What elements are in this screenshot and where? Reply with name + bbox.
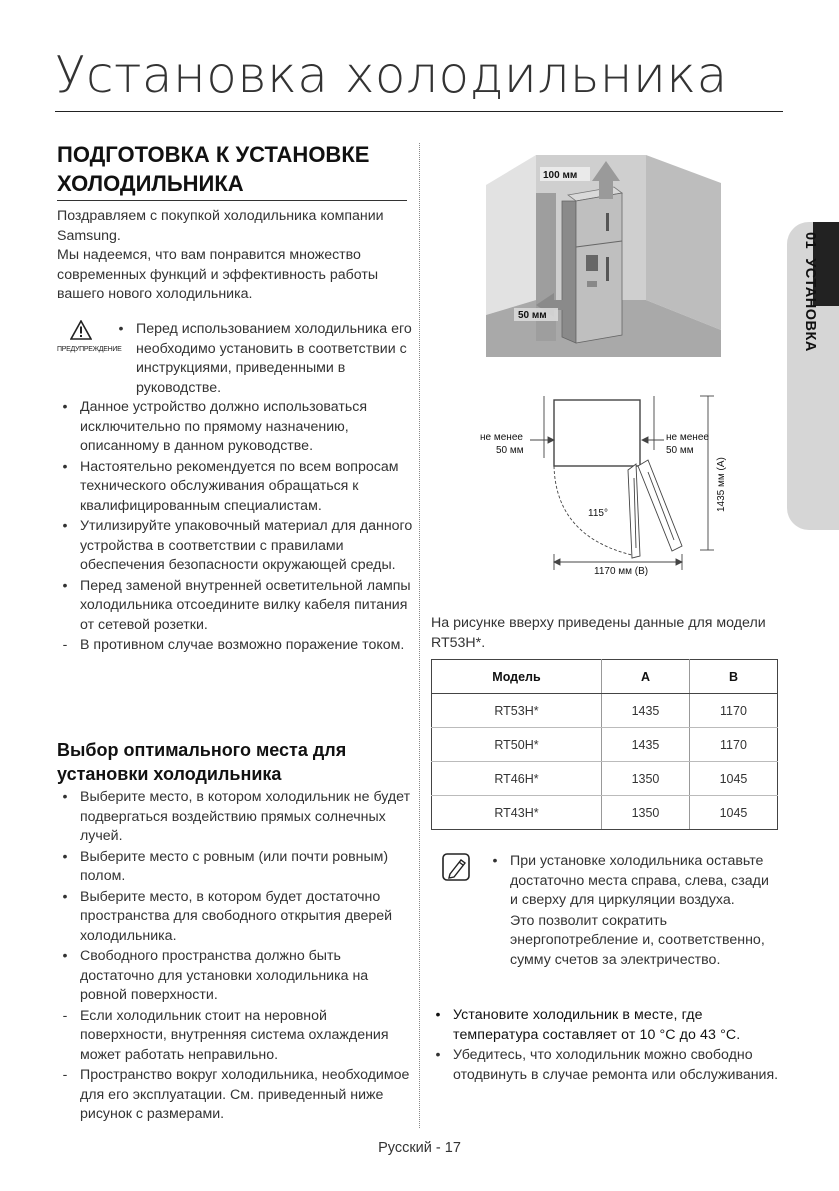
list-item: • Выберите место, в котором будет достаточно пространства для свободного открытия дверей холодильника. — [62, 888, 393, 944]
column-header: Модель — [432, 660, 602, 694]
column-header: B — [689, 660, 777, 694]
table-cell: 1350 — [601, 796, 689, 830]
left-clearance-line: 50 мм — [496, 445, 524, 456]
side-tab-number: 01 — [802, 232, 818, 250]
table-cell: 1435 — [601, 728, 689, 762]
column-header: A — [601, 660, 689, 694]
list-item: • Свободного пространства должно быть достаточно для установки холодильника на ровной поверхности. — [62, 948, 369, 1003]
table-cell: RT46H* — [432, 762, 602, 796]
room-clearance-diagram — [486, 155, 722, 357]
title-rule — [55, 111, 783, 112]
model-dimensions-table — [431, 659, 778, 830]
table-cell: RT50H* — [432, 728, 602, 762]
table-cell: 1435 — [601, 694, 689, 728]
warning-label: ПРЕДУПРЕЖДЕНИЕ — [57, 346, 122, 353]
list-item-text: Настоятельно рекомендуется по всем вопросам технического обслуживания обращаться к квалифицированным специалистам. — [80, 458, 399, 514]
list-item-text: Свободного пространства должно быть достаточно для установки холодильника на ровной поверхности. — [80, 948, 369, 1003]
list-item: • Утилизируйте упаковочный материал для данного устройства в соответствии с правилами обеспечения безопасности окружающей среды. — [62, 518, 413, 573]
fridge-front — [576, 193, 622, 343]
table-cell: 1045 — [689, 796, 777, 830]
list-item-text: Установите холодильник в месте, где температура составляет от 10 °C до 43 °C. — [453, 1007, 741, 1043]
table-row — [432, 796, 778, 830]
left-wall — [486, 155, 536, 315]
list-item-text: Выберите место с ровным (или почти ровным) полом. — [80, 848, 389, 884]
list-item-text: Утилизируйте упаковочный материал для данного устройства в соответствии с правилами обеспечения безопасности окружающей среды. — [80, 518, 413, 573]
table-cell: RT43H* — [432, 796, 602, 830]
list-item — [510, 912, 780, 971]
placement-list — [435, 1006, 783, 1086]
list-item-text: В противном случае возможно поражение током. — [80, 637, 405, 653]
list-item: • При установке холодильника оставьте достаточно места справа, слева, сзади и сверху для циркуляции воздуха. — [492, 853, 769, 908]
fridge-side — [562, 201, 576, 343]
side-tab-text: УСТАНОВКА — [802, 258, 818, 352]
left-clearance-label — [480, 432, 526, 456]
list-item: • Установите холодильник в месте, где температура составляет от 10 °C до 43 °C. — [435, 1007, 741, 1043]
side-tab-label — [794, 232, 818, 522]
list-item: • Убедитесь, что холодильник можно свободно отодвинуть в случае ремонта или обслуживания. — [435, 1047, 779, 1083]
section-rule — [57, 200, 407, 201]
list-item: • Данное устройство должно использоваться исключительно по прямому назначению, описанному в данном руководстве. — [62, 399, 368, 454]
list-item-text: Если холодильник стоит на неровной поверхности, внутренняя система охлаждения может работать неправильно. — [80, 1007, 389, 1063]
list-item-text: Выберите место, в котором будет достаточно пространства для свободного открытия дверей холодильника. — [80, 888, 393, 944]
table-cell: 1170 — [689, 694, 777, 728]
list-item: • Выберите место, в котором холодильник не будет подвергаться воздействию прямых солнечных лучей. — [62, 789, 411, 844]
table-cell: 1045 — [689, 762, 777, 796]
list-item: - В противном случае возможно поражение током. — [62, 637, 405, 653]
column-divider — [419, 143, 420, 1128]
warning-triangle-icon — [70, 320, 92, 340]
list-item: • Перед заменой внутренней осветительной лампы холодильника отсоедините вилку кабеля питания от сетевой розетки. — [62, 577, 411, 633]
table-row — [432, 762, 778, 796]
location-list — [62, 788, 414, 1126]
table-cell: 1350 — [601, 762, 689, 796]
table-cell: RT53H* — [432, 694, 602, 728]
warning-block — [57, 320, 122, 353]
list-item-text: Убедитесь, что холодильник можно свободно отодвинуть в случае ремонта или обслуживания. — [453, 1047, 779, 1083]
table-cell: 1170 — [689, 728, 777, 762]
figure-caption: На рисунке вверху приведены данные для модели RT53H*. — [431, 615, 766, 651]
intro-text — [57, 207, 407, 305]
list-item-text: Выберите место, в котором холодильник не будет подвергаться воздействию прямых солнечных лучей. — [80, 789, 411, 844]
list-item-text: Перед заменой внутренней осветительной лампы холодильника отсоедините вилку кабеля питания от сетевой розетки. — [80, 577, 411, 633]
intro-line: Мы надеемся, что вам понравится множество современных функций и эффективность работы вашего нового холодильника. — [57, 247, 379, 302]
door-opening-diagram — [468, 388, 738, 580]
back-clearance-label: 50 мм — [518, 310, 547, 321]
table-row — [432, 694, 778, 728]
safety-list — [62, 398, 414, 657]
list-item-text: Пространство вокруг холодильника, необходимое для его эксплуатации. См. приведенный ниже рисунок с размерами. — [80, 1067, 410, 1122]
list-item: • Выберите место с ровным (или почти ровным) полом. — [62, 848, 389, 884]
list-item-text: Это позволит сократить энергопотребление и, соответственно, сумму счетов за электричество. — [510, 912, 765, 968]
list-item: • Настоятельно рекомендуется по всем вопросам технического обслуживания обращаться к квалифицированным специалистам. — [62, 458, 399, 514]
right-clearance-line: 50 мм — [666, 445, 694, 456]
page-title: Установка холодильника — [55, 46, 728, 104]
note-icon — [441, 852, 473, 884]
warning-list — [118, 320, 414, 399]
angle-label: 115° — [588, 508, 608, 519]
page-footer: Русский - 17 — [378, 1140, 461, 1156]
list-item-text: При установке холодильника оставьте достаточно места справа, слева, сзади и сверху для циркуляции воздуха. — [510, 853, 769, 908]
table-header-row — [432, 660, 778, 694]
height-label: 1435 мм (A) — [716, 457, 727, 512]
list-item: - Пространство вокруг холодильника, необходимое для его эксплуатации. См. приведенный ниже рисунок с размерами. — [62, 1067, 410, 1122]
table-row — [432, 728, 778, 762]
list-item-text: Перед использованием холодильника его необходимо установить в соответствии с инструкциями, приведенными в руководстве. — [136, 321, 412, 396]
list-item: • Перед использованием холодильника его необходимо установить в соответствии с инструкциями, приведенными в руководстве. — [118, 321, 412, 396]
list-item-text: Данное устройство должно использоваться исключительно по прямому назначению, описанному в данном руководстве. — [80, 399, 368, 454]
top-clearance-label: 100 мм — [543, 170, 578, 181]
intro-line: Поздравляем с покупкой холодильника компании Samsung. — [57, 208, 384, 244]
list-item: - Если холодильник стоит на неровной поверхности, внутренняя система охлаждения может работать неправильно. — [62, 1007, 389, 1063]
subsection-heading: Выбор оптимального места для установки холодильника — [57, 740, 347, 784]
left-clearance-line: не менее — [480, 432, 523, 443]
right-clearance-label — [666, 432, 712, 456]
section-heading: ПОДГОТОВКА К УСТАНОВКЕ ХОЛОДИЛЬНИКА — [57, 142, 370, 196]
width-label: 1170 мм (B) — [594, 566, 649, 577]
right-wall — [646, 155, 721, 330]
note-list — [492, 852, 780, 971]
right-clearance-line: не менее — [666, 432, 709, 443]
